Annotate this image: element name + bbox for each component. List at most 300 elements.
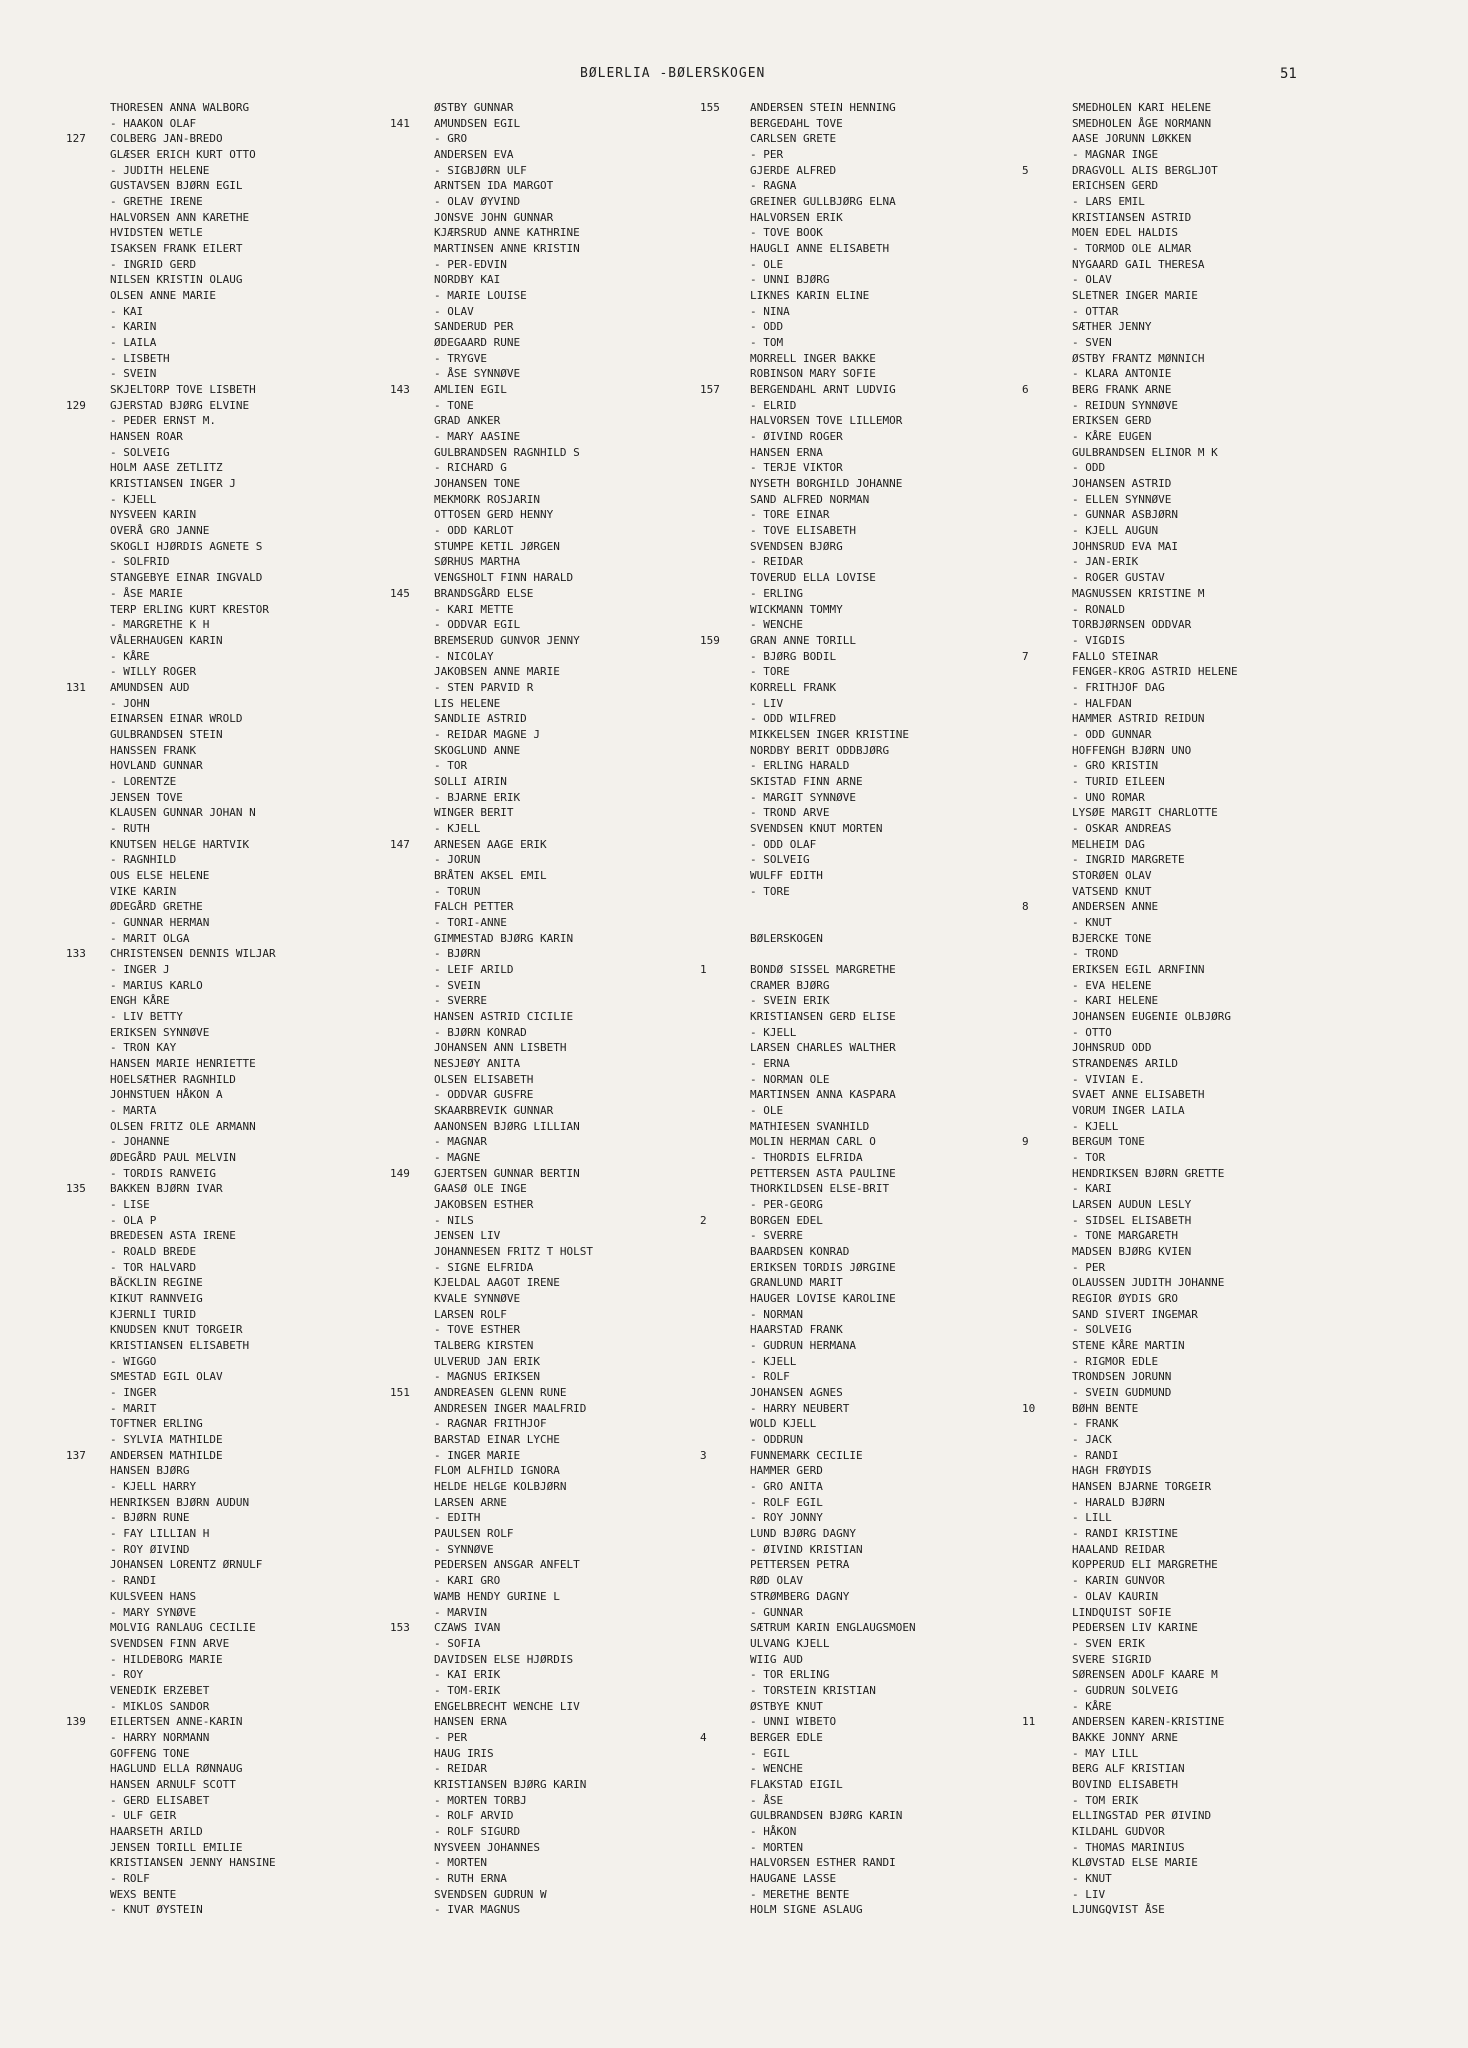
resident-name: - MERETHE BENTE — [750, 1887, 850, 1901]
resident-name: KULSVEEN HANS — [110, 1589, 197, 1603]
resident-name: RØD OLAV — [750, 1574, 803, 1588]
directory-entry — [1022, 225, 1352, 241]
directory-entry — [1022, 1307, 1352, 1323]
resident-name: AANONSEN BJØRG LILLIAN — [434, 1119, 580, 1133]
directory-entry — [66, 1761, 396, 1777]
directory-entry — [700, 460, 1030, 476]
directory-entry — [1022, 1338, 1352, 1354]
resident-name: LIKNES KARIN ELINE — [750, 289, 870, 303]
resident-name: MARTINSEN ANNE KRISTIN — [434, 242, 580, 256]
directory-entry — [700, 225, 1030, 241]
directory-entry — [390, 554, 720, 570]
resident-name: - STEN PARVID R — [434, 680, 534, 694]
directory-entry — [390, 915, 720, 931]
resident-name: KJERNLI TURID — [110, 1307, 197, 1321]
resident-name: - OLAV KAURIN — [1072, 1589, 1159, 1603]
resident-name: STUMPE KETIL JØRGEN — [434, 539, 560, 553]
directory-entry — [1022, 790, 1352, 806]
directory-entry — [1022, 1385, 1352, 1401]
directory-entry — [390, 1228, 720, 1244]
directory-entry — [700, 664, 1030, 680]
resident-name: SANDLIE ASTRID — [434, 712, 527, 726]
resident-name: - KNUT ØYSTEIN — [110, 1903, 203, 1917]
directory-entry — [390, 1087, 720, 1103]
resident-name: - RAGNA — [750, 179, 797, 193]
resident-name: GJERTSEN GUNNAR BERTIN — [434, 1166, 580, 1180]
directory-entry — [66, 1902, 396, 1918]
directory-entry — [1022, 1228, 1352, 1244]
resident-name: STRØMBERG DAGNY — [750, 1589, 850, 1603]
resident-name: - TOVE ESTHER — [434, 1323, 521, 1337]
directory-entry — [1022, 194, 1352, 210]
directory-entry — [66, 1181, 396, 1197]
directory-entry — [390, 1103, 720, 1119]
directory-entry — [1022, 1244, 1352, 1260]
directory-entry — [700, 962, 1030, 978]
resident-name: - ROY — [110, 1668, 144, 1682]
directory-entry — [700, 1369, 1030, 1385]
directory-entry — [66, 1009, 396, 1025]
resident-name: - SYNNØVE — [434, 1542, 494, 1556]
directory-entry — [700, 649, 1030, 665]
resident-name: KLAUSEN GUNNAR JOHAN N — [110, 806, 256, 820]
resident-name: STRANDENÆS ARILD — [1072, 1056, 1178, 1070]
resident-name: KILDAHL GUDVOR — [1072, 1824, 1165, 1838]
resident-name: SKOGLUND ANNE — [434, 743, 521, 757]
resident-name: ANDERSEN EVA — [434, 148, 514, 162]
resident-name: HANSEN ERNA — [434, 1715, 507, 1729]
resident-name: DRAGVOLL ALIS BERGLJOT — [1072, 163, 1218, 177]
directory-entry — [390, 1620, 720, 1636]
resident-name: GRAD ANKER — [434, 414, 501, 428]
directory-entry — [66, 1025, 396, 1041]
resident-name: FENGER-KROG ASTRID HELENE — [1072, 665, 1238, 679]
resident-name: OTTOSEN GERD HENNY — [434, 508, 554, 522]
house-number: 141 — [390, 116, 410, 130]
directory-entry — [1022, 774, 1352, 790]
directory-entry — [66, 1824, 396, 1840]
directory-entry — [390, 884, 720, 900]
directory-entry — [700, 743, 1030, 759]
directory-entry — [66, 931, 396, 947]
resident-name: - ERLING — [750, 586, 803, 600]
directory-entry — [1022, 1009, 1352, 1025]
house-number: 127 — [66, 132, 86, 146]
house-number: 3 — [700, 1448, 707, 1462]
directory-entry — [390, 602, 720, 618]
resident-name: OLSEN ANNE MARIE — [110, 289, 216, 303]
resident-name: VIKE KARIN — [110, 884, 177, 898]
directory-entry — [700, 993, 1030, 1009]
resident-name: - LEIF ARILD — [434, 962, 514, 976]
directory-entry — [390, 1840, 720, 1856]
directory-entry — [390, 1495, 720, 1511]
directory-entry — [390, 319, 720, 335]
directory-entry — [390, 1369, 720, 1385]
directory-entry — [1022, 1557, 1352, 1573]
resident-name: ERICHSEN GERD — [1072, 179, 1159, 193]
directory-entry — [700, 1557, 1030, 1573]
resident-name: NORDBY BERIT ODDBJØRG — [750, 743, 890, 757]
resident-name: - TERJE VIKTOR — [750, 461, 843, 475]
resident-name: BERG FRANK ARNE — [1072, 383, 1172, 397]
directory-entry — [1022, 1761, 1352, 1777]
directory-entry — [700, 946, 1030, 962]
directory-entry — [1022, 257, 1352, 273]
resident-name: BREDESEN ASTA IRENE — [110, 1229, 236, 1243]
directory-entry — [66, 899, 396, 915]
resident-name: - ELLEN SYNNØVE — [1072, 492, 1172, 506]
directory-entry — [66, 915, 396, 931]
directory-entry — [66, 445, 396, 461]
directory-entry — [700, 1667, 1030, 1683]
directory-column-3 — [700, 100, 1030, 1918]
directory-entry — [700, 272, 1030, 288]
directory-entry — [66, 868, 396, 884]
resident-name: - ROALD BREDE — [110, 1245, 197, 1259]
directory-entry — [700, 554, 1030, 570]
directory-entry — [66, 852, 396, 868]
resident-name: BRANDSGÅRD ELSE — [434, 586, 534, 600]
directory-entry — [700, 131, 1030, 147]
directory-entry — [390, 1009, 720, 1025]
house-number: 8 — [1022, 900, 1029, 914]
directory-entry — [700, 445, 1030, 461]
resident-name: - ÅSE SYNNØVE — [434, 367, 521, 381]
directory-entry — [700, 1385, 1030, 1401]
resident-name: - SOLVEIG — [1072, 1323, 1132, 1337]
directory-entry — [390, 837, 720, 853]
directory-entry — [390, 1855, 720, 1871]
resident-name: - NILS — [434, 1213, 474, 1227]
directory-entry — [700, 852, 1030, 868]
resident-name: PAULSEN ROLF — [434, 1527, 514, 1541]
resident-name: SAND SIVERT INGEMAR — [1072, 1307, 1198, 1321]
directory-entry — [390, 100, 720, 116]
directory-entry — [390, 366, 720, 382]
resident-name: - JACK — [1072, 1433, 1112, 1447]
resident-name: BOVIND ELISABETH — [1072, 1777, 1178, 1791]
resident-name: - ODDRUN — [750, 1433, 803, 1447]
directory-entry — [700, 178, 1030, 194]
directory-entry — [1022, 1699, 1352, 1715]
directory-entry — [700, 1166, 1030, 1182]
resident-name: NYSVEEN JOHANNES — [434, 1840, 540, 1854]
directory-entry — [390, 758, 720, 774]
directory-entry — [1022, 163, 1352, 179]
resident-name: - RONALD — [1072, 602, 1125, 616]
resident-name: - SVERRE — [434, 994, 487, 1008]
directory-entry — [700, 1181, 1030, 1197]
resident-name: - BJØRN RUNE — [110, 1511, 190, 1525]
directory-entry — [390, 1667, 720, 1683]
directory-entry — [700, 758, 1030, 774]
directory-entry — [1022, 899, 1352, 915]
directory-entry — [1022, 1087, 1352, 1103]
resident-name: - EVA HELENE — [1072, 978, 1152, 992]
resident-name: - KARIN GUNVOR — [1072, 1574, 1165, 1588]
resident-name: AASE JORUNN LØKKEN — [1072, 132, 1192, 146]
directory-entry — [390, 539, 720, 555]
resident-name: OLAUSSEN JUDITH JOHANNE — [1072, 1276, 1225, 1290]
resident-name: KRISTIANSEN ELISABETH — [110, 1339, 250, 1353]
resident-name: ARNESEN AAGE ERIK — [434, 837, 547, 851]
directory-entry — [390, 178, 720, 194]
directory-entry — [700, 1009, 1030, 1025]
directory-entry — [700, 1479, 1030, 1495]
house-number: 157 — [700, 383, 720, 397]
directory-entry — [390, 1322, 720, 1338]
resident-name: - LAILA — [110, 336, 157, 350]
resident-name: - KNUT — [1072, 915, 1112, 929]
resident-name: - PER — [434, 1730, 468, 1744]
house-number: 2 — [700, 1213, 707, 1227]
resident-name: GJERDE ALFRED — [750, 163, 837, 177]
directory-entry — [1022, 210, 1352, 226]
directory-entry — [700, 147, 1030, 163]
directory-entry — [390, 978, 720, 994]
directory-entry — [1022, 1620, 1352, 1636]
directory-entry — [700, 1056, 1030, 1072]
resident-name: HAGH FRØYDIS — [1072, 1464, 1152, 1478]
directory-entry — [700, 1573, 1030, 1589]
resident-name: - SIDSEL ELISABETH — [1072, 1213, 1192, 1227]
resident-name: - SOFIA — [434, 1636, 481, 1650]
resident-name: JOHANSEN ASTRID — [1072, 477, 1172, 491]
directory-entry — [390, 774, 720, 790]
directory-entry — [66, 790, 396, 806]
directory-entry — [66, 1667, 396, 1683]
directory-entry — [66, 1275, 396, 1291]
directory-entry — [1022, 288, 1352, 304]
resident-name: BERGUM TONE — [1072, 1135, 1145, 1149]
resident-name: WINGER BERIT — [434, 806, 514, 820]
resident-name: - ØIVIND KRISTIAN — [750, 1542, 863, 1556]
directory-entry — [1022, 1495, 1352, 1511]
directory-entry — [1022, 319, 1352, 335]
directory-entry — [390, 1479, 720, 1495]
resident-name: - TROND — [1072, 947, 1119, 961]
resident-name: HANSEN BJARNE TORGEIR — [1072, 1480, 1212, 1494]
resident-name: HAGLUND ELLA RØNNAUG — [110, 1762, 243, 1776]
resident-name: - TOR — [434, 759, 468, 773]
directory-entry — [66, 1260, 396, 1276]
resident-name: WULFF EDITH — [750, 868, 823, 882]
directory-entry — [390, 1025, 720, 1041]
resident-name: - KÅRE — [110, 649, 150, 663]
resident-name: - RAGNHILD — [110, 853, 177, 867]
directory-entry — [1022, 821, 1352, 837]
directory-entry — [1022, 1808, 1352, 1824]
resident-name: WAMB HENDY GURINE L — [434, 1589, 560, 1603]
directory-entry — [700, 351, 1030, 367]
resident-name: HANSEN ASTRID CICILIE — [434, 1009, 574, 1023]
directory-entry — [66, 100, 396, 116]
directory-entry — [66, 1526, 396, 1542]
directory-entry — [700, 366, 1030, 382]
resident-name: - KARI HELENE — [1072, 994, 1159, 1008]
directory-entry — [1022, 382, 1352, 398]
directory-entry — [66, 1605, 396, 1621]
directory-entry — [66, 1746, 396, 1762]
directory-entry — [1022, 946, 1352, 962]
directory-entry — [1022, 570, 1352, 586]
directory-entry — [1022, 617, 1352, 633]
directory-entry — [66, 743, 396, 759]
resident-name: - OLAV — [434, 304, 474, 318]
resident-name: SMEDHOLEN KARI HELENE — [1072, 101, 1212, 114]
directory-entry — [700, 1040, 1030, 1056]
resident-name: HENRIKSEN BJØRN AUDUN — [110, 1495, 250, 1509]
resident-name: - TURID EILEEN — [1072, 774, 1165, 788]
directory-entry — [390, 429, 720, 445]
resident-name: - KÅRE EUGEN — [1072, 430, 1152, 444]
resident-name: - RANDI — [110, 1574, 157, 1588]
directory-entry — [66, 147, 396, 163]
house-number: 153 — [390, 1621, 410, 1635]
resident-name: - LIV — [1072, 1887, 1106, 1901]
resident-name: PETTERSEN ASTA PAULINE — [750, 1166, 896, 1180]
resident-name: - SOLFRID — [110, 555, 170, 569]
resident-name: ANDERSEN MATHILDE — [110, 1448, 223, 1462]
directory-entry — [1022, 727, 1352, 743]
directory-entry — [66, 1557, 396, 1573]
directory-entry — [700, 1307, 1030, 1323]
directory-entry — [700, 194, 1030, 210]
resident-name: MELHEIM DAG — [1072, 837, 1145, 851]
directory-entry — [700, 1448, 1030, 1464]
directory-entry — [700, 1605, 1030, 1621]
directory-entry — [390, 1714, 720, 1730]
resident-name: HENDRIKSEN BJØRN GRETTE — [1072, 1166, 1225, 1180]
directory-entry — [700, 1683, 1030, 1699]
directory-entry — [700, 1902, 1030, 1918]
resident-name: ANDRESEN INGER MAALFRID — [434, 1401, 587, 1415]
directory-entry — [700, 1228, 1030, 1244]
resident-name: - GRO — [434, 132, 468, 146]
resident-name: - VIVIAN E. — [1072, 1072, 1145, 1086]
resident-name: - MARY SYNØVE — [110, 1605, 197, 1619]
resident-name: LYSØE MARGIT CHARLOTTE — [1072, 806, 1218, 820]
directory-entry — [1022, 398, 1352, 414]
directory-entry — [700, 1699, 1030, 1715]
resident-name: HALVORSEN TOVE LILLEMOR — [750, 414, 903, 428]
resident-name: KJELDAL AAGOT IRENE — [434, 1276, 560, 1290]
directory-entry — [390, 649, 720, 665]
resident-name: ØSTBYE KNUT — [750, 1699, 823, 1713]
directory-entry — [1022, 1636, 1352, 1652]
resident-name: JENSEN TORILL EMILIE — [110, 1840, 243, 1854]
directory-entry — [700, 602, 1030, 618]
directory-entry — [390, 241, 720, 257]
resident-name: GULBRANDSEN ELINOR M K — [1072, 445, 1218, 459]
directory-entry — [390, 1652, 720, 1668]
resident-name: LARSEN CHARLES WALTHER — [750, 1041, 896, 1055]
directory-entry — [700, 413, 1030, 429]
resident-name: GAASØ OLE INGE — [434, 1182, 527, 1196]
directory-entry — [66, 1369, 396, 1385]
resident-name: NYSETH BORGHILD JOHANNE — [750, 477, 903, 491]
directory-entry — [390, 1636, 720, 1652]
resident-name: JOHANNESEN FRITZ T HOLST — [434, 1245, 593, 1259]
directory-entry — [1022, 1150, 1352, 1166]
resident-name: SKJELTORP TOVE LISBETH — [110, 383, 256, 397]
resident-name: GJERSTAD BJØRG ELVINE — [110, 398, 250, 412]
directory-entry — [700, 774, 1030, 790]
resident-name: LARSEN AUDUN LESLY — [1072, 1198, 1192, 1212]
directory-entry — [1022, 147, 1352, 163]
directory-entry — [66, 492, 396, 508]
directory-entry — [390, 1605, 720, 1621]
directory-entry — [66, 1573, 396, 1589]
resident-name: SVENDSEN BJØRG — [750, 539, 843, 553]
directory-entry — [66, 413, 396, 429]
directory-entry — [66, 1103, 396, 1119]
directory-entry — [390, 1244, 720, 1260]
directory-entry — [390, 962, 720, 978]
directory-column-1 — [66, 100, 396, 1918]
directory-entry — [390, 1291, 720, 1307]
resident-name: KNUDSEN KNUT TORGEIR — [110, 1323, 243, 1337]
directory-entry — [1022, 1103, 1352, 1119]
resident-name: - TORDIS RANVEIG — [110, 1166, 216, 1180]
directory-entry — [700, 1463, 1030, 1479]
resident-name: ULVERUD JAN ERIK — [434, 1354, 540, 1368]
directory-entry — [1022, 1134, 1352, 1150]
directory-column-2 — [390, 100, 720, 1918]
resident-name: VENEDIK ERZEBET — [110, 1683, 210, 1697]
resident-name: - SYLVIA MATHILDE — [110, 1433, 223, 1447]
directory-entry — [1022, 1526, 1352, 1542]
directory-entry — [390, 1557, 720, 1573]
resident-name: - KARI — [1072, 1182, 1112, 1196]
resident-name: - ODD — [1072, 461, 1106, 475]
resident-name: MADSEN BJØRG KVIEN — [1072, 1245, 1192, 1259]
resident-name: GULBRANDSEN RAGNHILD S — [434, 445, 580, 459]
directory-entry — [700, 1871, 1030, 1887]
resident-name: JOHANSEN EUGENIE OLBJØRG — [1072, 1009, 1231, 1023]
resident-name: - GRO ANITA — [750, 1480, 823, 1494]
resident-name: VORUM INGER LAILA — [1072, 1104, 1185, 1117]
resident-name: ENGH KÅRE — [110, 994, 170, 1008]
resident-name: KJÆRSRUD ANNE KATHRINE — [434, 226, 580, 240]
resident-name: - MARIT — [110, 1401, 157, 1415]
directory-entry — [66, 1840, 396, 1856]
resident-name: EINARSEN EINAR WROLD — [110, 712, 243, 726]
directory-entry — [66, 1385, 396, 1401]
resident-name: - MORTEN — [750, 1840, 803, 1854]
resident-name: VÅLERHAUGEN KARIN — [110, 633, 223, 647]
resident-name: HELDE HELGE KOLBJØRN — [434, 1480, 567, 1494]
directory-entry — [66, 398, 396, 414]
directory-entry — [1022, 554, 1352, 570]
resident-name: LARSEN ARNE — [434, 1495, 507, 1509]
resident-name: - SVEIN — [110, 367, 157, 381]
directory-entry — [1022, 1855, 1352, 1871]
resident-name: - SIGBJØRN ULF — [434, 163, 527, 177]
directory-entry — [700, 1652, 1030, 1668]
resident-name: GRAN ANNE TORILL — [750, 633, 856, 647]
directory-entry — [390, 1166, 720, 1182]
resident-name: - HARRY NORMANN — [110, 1730, 210, 1744]
directory-entry — [66, 163, 396, 179]
directory-entry — [390, 460, 720, 476]
resident-name: ULVANG KJELL — [750, 1636, 830, 1650]
resident-name: - NORMAN OLE — [750, 1072, 830, 1086]
resident-name: SANDERUD PER — [434, 320, 514, 334]
directory-entry — [1022, 1652, 1352, 1668]
directory-entry — [1022, 1401, 1352, 1417]
